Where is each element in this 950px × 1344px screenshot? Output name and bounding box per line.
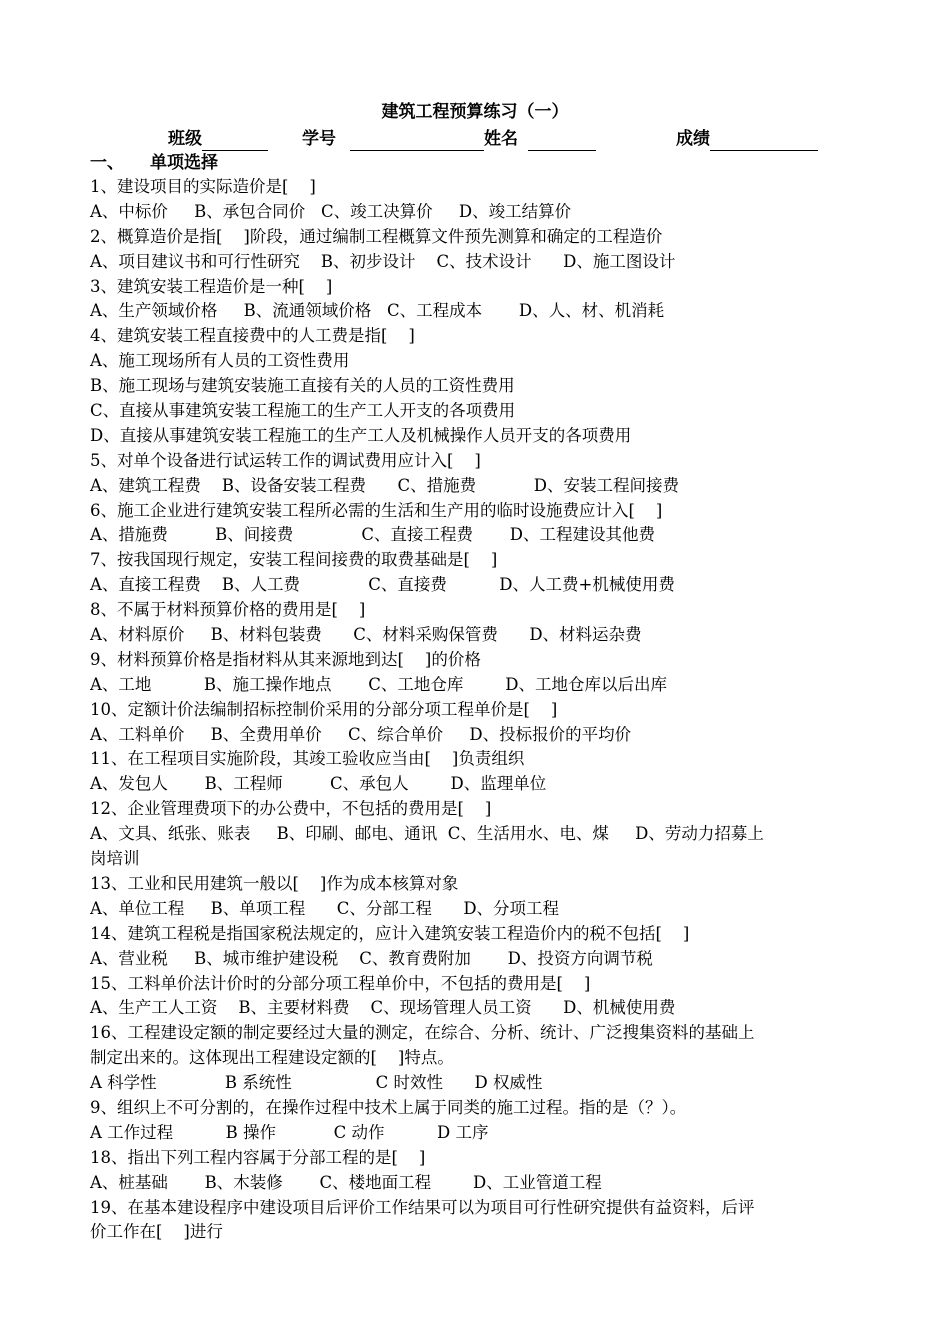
class-field (168, 127, 268, 151)
text-line: 5、对单个设备进行试运转工作的调试费用应计入[ ] (90, 450, 481, 470)
text-line: 3、建筑安装工程造价是一种[ ] (90, 276, 333, 296)
text-line: A、生产工人工资 B、主要材料费 C、现场管理人员工资 D、机械使用费 (90, 998, 676, 1018)
text-line: A、单位工程 B、单项工程 C、分部工程 D、分项工程 (90, 898, 560, 918)
text-line: 11、在工程项目实施阶段，其竣工验收应当由[ ]负责组织 (90, 749, 525, 769)
text-line: 1、建设项目的实际造价是[ ] (90, 177, 316, 196)
text-line: A、施工现场所有人员的工资性费用 (90, 351, 350, 371)
student-id-blank (350, 130, 484, 151)
text-line: A、营业税 B、城市维护建设税 C、教育费附加 D、投资方向调节税 (90, 948, 653, 968)
text-line: 价工作在[ ]进行 (90, 1222, 223, 1242)
text-line: 4、建筑安装工程直接费中的人工费是指[ ] (90, 326, 415, 346)
text-line: A、材料原价 B、材料包装费 C、材料采购保管费 D、材料运杂费 (90, 625, 642, 645)
text-line: 18、指出下列工程内容属于分部工程的是[ ] (90, 1147, 426, 1167)
student-id-label: 学号 (302, 129, 336, 149)
question-list (90, 175, 865, 1245)
text-line: 6、施工企业进行建筑安装工程所必需的生活和生产用的临时设施费应计入[ ] (90, 500, 663, 520)
score-label: 成绩 (676, 129, 710, 149)
text-line: A、直接工程费 B、人工费 C、直接费 D、人工费+机械使用费 (90, 575, 675, 595)
student-info-row (0, 127, 950, 151)
text-line: A、项目建议书和可行性研究 B、初步设计 C、技术设计 D、施工图设计 (90, 251, 676, 271)
text-line: 2、概算造价是指[ ]阶段，通过编制工程概算文件预先测算和确定的工程造价 (90, 226, 663, 246)
text-line: 12、企业管理费项下的办公费中，不包括的费用是[ ] (90, 799, 492, 819)
text-line: 16、工程建设定额的制定要经过大量的测定，在综合、分析、统计、广泛搜集资料的基础上 (90, 1023, 755, 1043)
text-line: D、直接从事建筑安装工程施工的生产工人及机械操作人员开支的各项费用 (90, 425, 632, 445)
text-line: 岗培训 (90, 849, 140, 869)
text-line: C、直接从事建筑安装工程施工的生产工人开支的各项费用 (90, 401, 516, 421)
section-number: 一、 (90, 153, 124, 173)
score-field (676, 127, 818, 151)
text-line: 13、工业和民用建筑一般以[ ]作为成本核算对象 (90, 873, 459, 893)
text-line: A、中标价 B、承包合同价 C、竣工决算价 D、竣工结算价 (90, 201, 572, 221)
class-label: 班级 (168, 129, 202, 149)
text-line: 制定出来的。这体现出工程建设定额的[ ]特点。 (90, 1048, 454, 1068)
score-blank (710, 130, 818, 151)
section-title: 单项选择 (150, 153, 218, 173)
class-blank (202, 130, 268, 151)
text-line: B、施工现场与建筑安装施工直接有关的人员的工资性费用 (90, 376, 515, 396)
text-line: A 工作过程 B 操作 C 动作 D 工序 (90, 1122, 489, 1142)
name-field (484, 127, 596, 151)
text-line: 10、定额计价法编制招标控制价采用的分部分项工程单价是[ ] (90, 699, 558, 719)
section-heading (90, 151, 218, 175)
text-line: 9、材料预算价格是指材料从其来源地到达[ ]的价格 (90, 649, 481, 669)
text-line: A、桩基础 B、木装修 C、楼地面工程 D、工业管道工程 (90, 1172, 602, 1192)
document-title: 建筑工程预算练习（一） (381, 102, 569, 122)
text-line: A、发包人 B、工程师 C、承包人 D、监理单位 (90, 774, 547, 794)
text-line: A、措施费 B、间接费 C、直接工程费 D、工程建设其他费 (90, 525, 655, 545)
student-id-field (302, 127, 484, 151)
text-line: 9、组织上不可分割的，在操作过程中技术上属于同类的施工过程。指的是（？）。 (90, 1097, 687, 1117)
text-line: 8、不属于材料预算价格的费用是[ ] (90, 600, 366, 620)
text-line: 15、工料单价法计价时的分部分项工程单价中，不包括的费用是[ ] (90, 973, 591, 993)
text-line: 19、在基本建设程序中建设项目后评价工作结果可以为项目可行性研究提供有益资料，后评 (90, 1197, 755, 1217)
text-line: A、工地 B、施工操作地点 C、工地仓库 D、工地仓库以后出库 (90, 674, 668, 694)
text-line: A、生产领域价格 B、流通领域价格 C、工程成本 D、人、材、机消耗 (90, 301, 665, 321)
text-line: 14、建筑工程税是指国家税法规定的，应计入建筑安装工程造价内的税不包括[ ] (90, 923, 690, 943)
text-line: A、建筑工程费 B、设备安装工程费 C、措施费 D、安装工程间接费 (90, 475, 680, 495)
text-line: A 科学性 B 系统性 C 时效性 D 权威性 (90, 1073, 543, 1093)
text-line: A、工料单价 B、全费用单价 C、综合单价 D、投标报价的平均价 (90, 724, 632, 744)
name-label: 姓名 (484, 129, 518, 149)
text-line: 7、按我国现行规定，安装工程间接费的取费基础是[ ] (90, 550, 498, 570)
name-blank (528, 130, 596, 151)
text-line: A、文具、纸张、账表 B、印刷、邮电、通讯 C、生活用水、电、煤 D、劳动力招募上 (90, 824, 764, 844)
